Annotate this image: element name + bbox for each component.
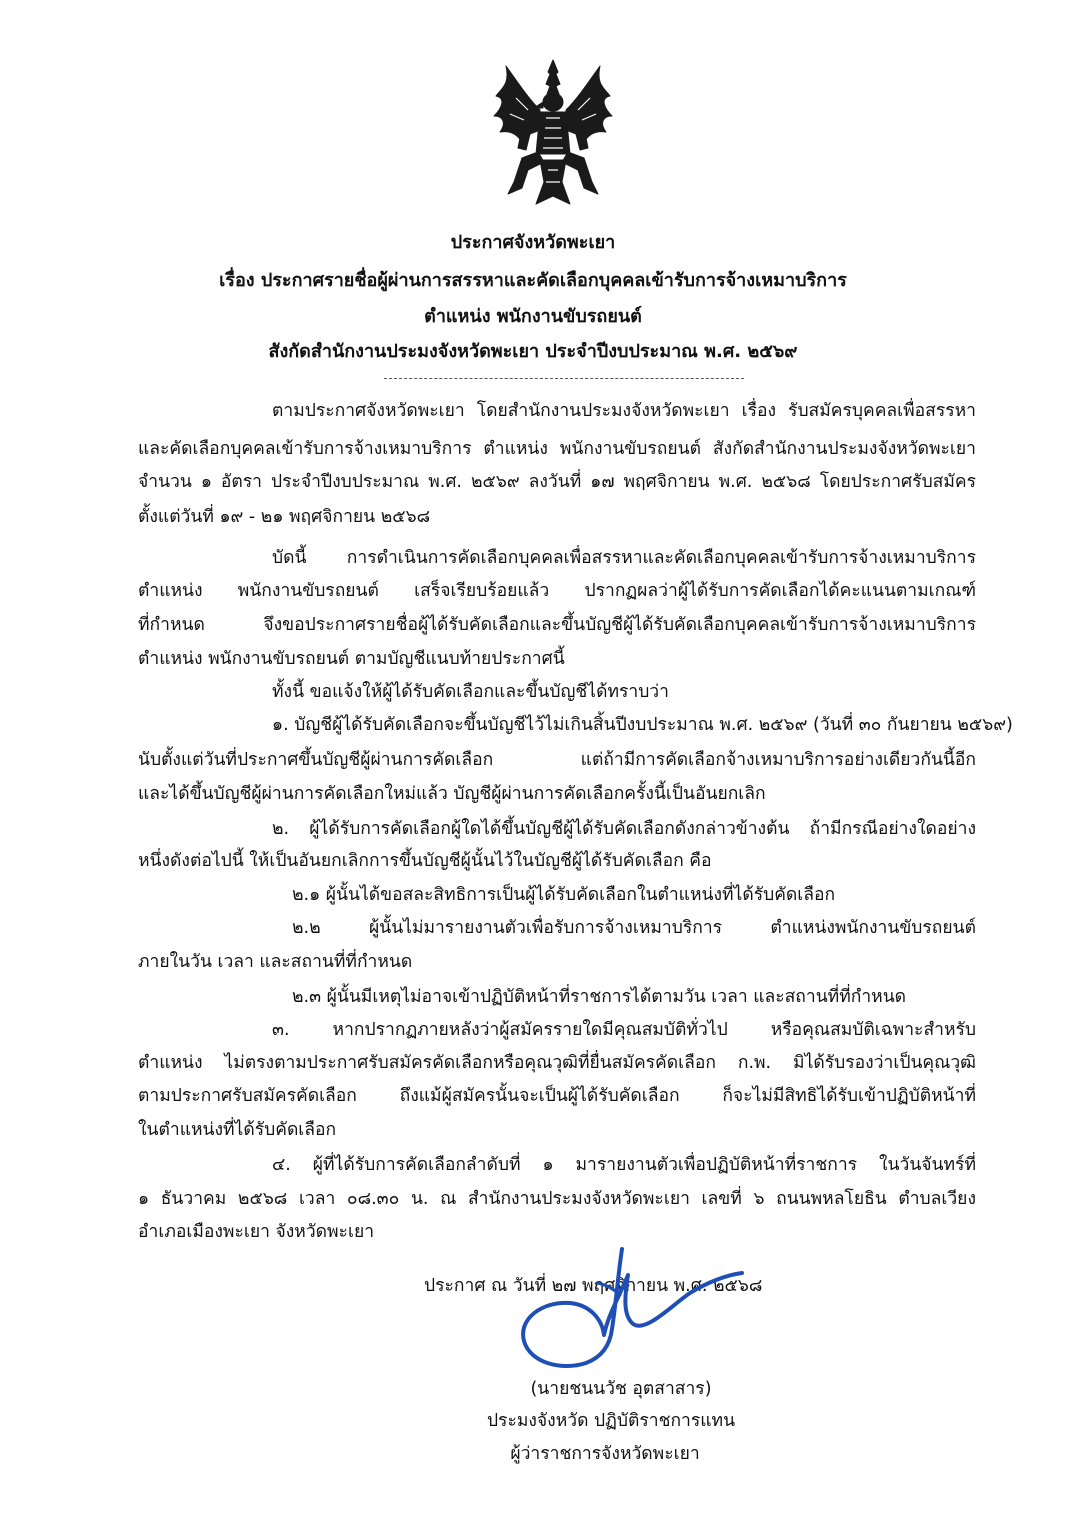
header-divider xyxy=(384,378,744,379)
paragraph-1-line: ตามประกาศจังหวัดพะเยา โดยสำนักงานประมงจังหวัดพะเยา เรื่อง รับสมัครบุคคลเพื่อสรรหา xyxy=(272,401,976,421)
item-2-line: หนึ่งดังต่อไปนี้ ให้เป็นอันยกเลิกการขึ้นบัญชีผู้นั้นไว้ในบัญชีผู้ได้รับคัดเลือก คือ xyxy=(138,851,712,871)
announcement-subject: เรื่อง ประกาศรายชื่อผู้ผ่านการสรรหาและคัดเลือกบุคคลเข้ารับการจ้างเหมาบริการ xyxy=(219,270,847,291)
item-1-line: ๑. บัญชีผู้ได้รับคัดเลือกจะขึ้นบัญชีไว้ไม่เกินสิ้นปีงบประมาณ พ.ศ. ๒๕๖๙ (วันที่ ๓๐ กันยายน ๒๕๖๙) xyxy=(272,715,1013,735)
announcement-date: ประกาศ ณ วันที่ ๒๗ พฤศจิกายน พ.ศ. ๒๕๖๘ xyxy=(424,1276,763,1296)
item-3-line: ในตำแหน่งที่ได้รับคัดเลือก xyxy=(138,1120,337,1140)
paragraph-1-line: ตั้งแต่วันที่ ๑๙ - ๒๑ พฤศจิกายน ๒๕๖๘ xyxy=(138,507,431,527)
paragraph-2-line: ที่กำหนด จึงขอประกาศรายชื่อผู้ได้รับคัดเลือกและขึ้นบัญชีผู้ได้รับคัดเลือกบุคคลเข้ารับการจ้างเหมาบริการ xyxy=(138,615,976,635)
paragraph-2-line: บัดนี้ การดำเนินการคัดเลือกบุคคลเพื่อสรรหาและคัดเลือกบุคคลเข้ารับการจ้างเหมาบริการ xyxy=(272,548,976,568)
item-2-line: ๒. ผู้ได้รับการคัดเลือกผู้ใดได้ขึ้นบัญชีผู้ได้รับคัดเลือกดังกล่าวข้างต้น ถ้ามีกรณีอย่างใดอย่าง xyxy=(272,819,976,839)
item-3-line: ๓. หากปรากฏภายหลังว่าผู้สมัครรายใดมีคุณสมบัติทั่วไป หรือคุณสมบัติเฉพาะสำหรับ xyxy=(272,1020,976,1040)
signer-name: (นายชนนวัช อุตสาสาร) xyxy=(530,1379,712,1399)
item-1-line: นับตั้งแต่วันที่ประกาศขึ้นบัญชีผู้ผ่านการคัดเลือก แต่ถ้ามีการคัดเลือกจ้างเหมาบริการอย่างเดียวกันนี้อีก xyxy=(138,750,976,770)
announcement-title: ประกาศจังหวัดพะเยา xyxy=(450,232,616,253)
paragraph-1-line: และคัดเลือกบุคคลเข้ารับการจ้างเหมาบริการ ตำแหน่ง พนักงานขับรถยนต์ สังกัดสำนักงานประมงจังหวัดพะเยา xyxy=(138,439,976,459)
signer-title: ประมงจังหวัด ปฏิบัติราชการแทน xyxy=(486,1411,736,1431)
item-2-2-line: ๒.๒ ผู้นั้นไม่มารายงานตัวเพื่อรับการจ้างเหมาบริการ ตำแหน่งพนักงานขับรถยนต์ xyxy=(292,918,976,938)
announcement-office: สังกัดสำนักงานประมงจังหวัดพะเยา ประจำปีงบประมาณ พ.ศ. ๒๕๖๙ xyxy=(268,341,798,362)
item-3-line: ตามประกาศรับสมัครคัดเลือก ถึงแม้ผู้สมัครนั้นจะเป็นผู้ได้รับคัดเลือก ก็จะไม่มีสิทธิได้รับเข้าปฏิบัติหน้าที่ xyxy=(138,1086,976,1106)
paragraph-2-line: ตำแหน่ง พนักงานขับรถยนต์ ตามบัญชีแนบท้ายประกาศนี้ xyxy=(138,649,565,669)
item-2-2-line: ภายในวัน เวลา และสถานที่ที่กำหนด xyxy=(138,952,413,972)
paragraph-3: ทั้งนี้ ขอแจ้งให้ผู้ได้รับคัดเลือกและขึ้นบัญชีได้ทราบว่า xyxy=(272,682,669,702)
item-4-line: ๑ ธันวาคม ๒๕๖๘ เวลา ๐๘.๓๐ น. ณ สำนักงานประมงจังหวัดพะเยา เลขที่ ๖ ถนนพหลโยธิน ตำบลเวียง xyxy=(138,1189,976,1209)
handwritten-signature-icon xyxy=(512,1245,752,1385)
paragraph-1-line: จำนวน ๑ อัตรา ประจำปีงบประมาณ พ.ศ. ๒๕๖๙ ลงวันที่ ๑๗ พฤศจิกายน พ.ศ. ๒๕๖๘ โดยประกาศรับสมัคร xyxy=(138,472,976,492)
item-2-3: ๒.๓ ผู้นั้นมีเหตุไม่อาจเข้าปฏิบัติหน้าที่ราชการได้ตามวัน เวลา และสถานที่ที่กำหนด xyxy=(292,987,907,1007)
item-1-line: และได้ขึ้นบัญชีผู้ผ่านการคัดเลือกใหม่แล้ว บัญชีผู้ผ่านการคัดเลือกครั้งนี้เป็นอันยกเลิก xyxy=(138,784,766,804)
item-3-line: ตำแหน่ง ไม่ตรงตามประกาศรับสมัครคัดเลือกหรือคุณวุฒิที่ยื่นสมัครคัดเลือก ก.พ. มิได้รับรองว่าเป็นคุณวุฒิ xyxy=(138,1053,976,1073)
item-4-line: ๔. ผู้ที่ได้รับการคัดเลือกลำดับที่ ๑ มารายงานตัวเพื่อปฏิบัติหน้าที่ราชการ ในวันจันทร์ที่ xyxy=(272,1155,976,1175)
paragraph-2-line: ตำแหน่ง พนักงานขับรถยนต์ เสร็จเรียบร้อยแล้ว ปรากฏผลว่าผู้ได้รับการคัดเลือกได้คะแนนตามเกณฑ์ xyxy=(138,581,976,601)
garuda-emblem-icon xyxy=(488,58,618,210)
announcement-position: ตำแหน่ง พนักงานขับรถยนต์ xyxy=(424,306,642,327)
signer-office: ผู้ว่าราชการจังหวัดพะเยา xyxy=(510,1444,700,1464)
item-2-1: ๒.๑ ผู้นั้นได้ขอสละสิทธิการเป็นผู้ได้รับคัดเลือกในตำแหน่งที่ได้รับคัดเลือก xyxy=(292,885,836,905)
item-4-line: อำเภอเมืองพะเยา จังหวัดพะเยา xyxy=(138,1222,375,1242)
